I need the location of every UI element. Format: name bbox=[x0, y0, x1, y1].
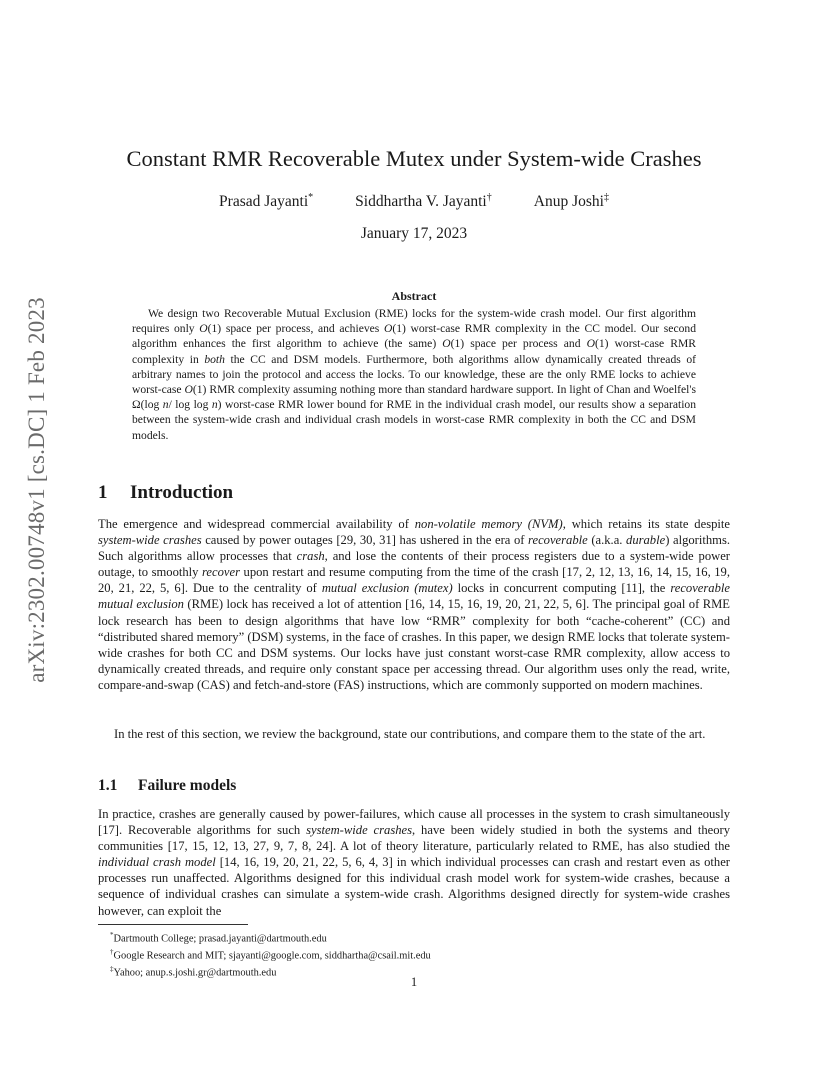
arxiv-id-text: arXiv:2302.00748v1 [cs.DC] 1 Feb 2023 bbox=[24, 297, 49, 683]
intro-paragraph: The emergence and widespread commercial availability of non-volatile memory (NVM), which retains its state despite system-wide crashes caused by power outages [29, 30, 31] has ushered in the era of recoverable (a.k.a. durable) algorithms. Such algorithms allow processes that crash, and lose the contents of their process registers due to a system-wide power outage, to smoothly recover upon restart and resume computing from the time of the crash [17, 2, 12, 13, 16, 14, 15, 16, 19, 20, 21, 22, 5, 6]. Due to the centrality of mutual exclusion (mutex) locks in concurrent computing [11], the recoverable mutual exclusion (RME) lock has received a lot of attention [16, 14, 15, 16, 19, 20, 21, 22, 5, 6]. The principal goal of RME lock research has been to design algorithms that have low “RMR” complexity for both “cache-coherent” (CC) and “distributed shared memory” (DSM) systems, in the face of crashes. In this paper, we design RME locks that tolerate system-wide crashes for both CC and DSM systems. Our locks have just constant worst-case RMR complexity, allow access to dynamically created threads, and require only constant space per accessing thread. Our algorithm uses only the read, write, compare-and-swap (CAS) and fetch-and-store (FAS) instructions, which are commonly supported on modern machines. bbox=[98, 517, 731, 692]
subsection-title: Failure models bbox=[138, 777, 237, 794]
author: Prasad Jayanti* bbox=[219, 192, 314, 211]
intro-paragraph-outline: In the rest of this section, we review the background, state our contributions, and compare them to the state of the art. bbox=[114, 727, 706, 741]
failure-models-paragraph: In practice, crashes are generally caused by power-failures, which cause all processes in the system to crash simultaneously [17]. Recoverable algorithms for such system-wide crashes, have been widely studied in both the systems and theory communities [17, 15, 12, 13, 27, 9, 7, 8, 24]. A lot of theory literature, particularly related to RME, has also studied the individual crash model [14, 16, 19, 20, 21, 22, 5, 6, 4, 3] in which individual processes can crash and restart even as other processes run unaffected. Algorithms designed for this individual crash model work for system-wide crashes, because a sequence of individual crashes can simulate a system-wide crash. Algorithms designed directly for system-wide crashes however, can exploit the bbox=[98, 807, 730, 918]
footnote-rule bbox=[98, 924, 248, 925]
paper-date: January 17, 2023 bbox=[360, 225, 468, 242]
author: Anup Joshi‡ bbox=[533, 192, 609, 211]
author-list bbox=[98, 192, 730, 211]
page-number: 1 bbox=[410, 975, 418, 989]
footnote: ‡Yahoo; anup.s.joshi.gr@dartmouth.edu bbox=[110, 964, 277, 978]
author: Siddhartha V. Jayanti† bbox=[355, 192, 492, 211]
section-heading-introduction bbox=[98, 482, 233, 504]
section-number: 1 bbox=[98, 482, 108, 503]
abstract-heading: Abstract bbox=[391, 289, 437, 303]
arxiv-side-identifier bbox=[10, 290, 64, 690]
subsection-number: 1.1 bbox=[98, 777, 118, 794]
abstract-text: We design two Recoverable Mutual Exclusion (RME) locks for the system-wide crash model. Our first algorithm requires only O(1) space per process, and achieves O(1) worst-case RMR complexity in the CC model. Our second algorithm enhances the first algorithm to achieve (the same) O(1) space per process and O(1) worst-case RMR complexity in both the CC and DSM models. Furthermore, both algorithms allow dynamically created threads of arbitrary names to join the protocol and access the locks. To our knowledge, these are the only RME locks to achieve worst-case O(1) RMR complexity assuming nothing more than standard hardware support. In light of Chan and Woelfel's Ω(log n/ log log n) worst-case RMR lower bound for RME in the individual crash model, our results show a separation between the system-wide crash and individual crash models in worst-case RMR complexity in both the CC and DSM models. bbox=[132, 307, 697, 442]
subsection-heading-failure-models bbox=[98, 777, 236, 795]
footnote: †Google Research and MIT; sjayanti@google.com, siddhartha@csail.mit.edu bbox=[110, 947, 431, 962]
paper-title: Constant RMR Recoverable Mutex under System-wide Crashes bbox=[126, 146, 702, 171]
section-title: Introduction bbox=[130, 482, 234, 503]
footnote: *Dartmouth College; prasad.jayanti@dartmouth.edu bbox=[110, 931, 327, 945]
footnotes bbox=[110, 929, 730, 979]
